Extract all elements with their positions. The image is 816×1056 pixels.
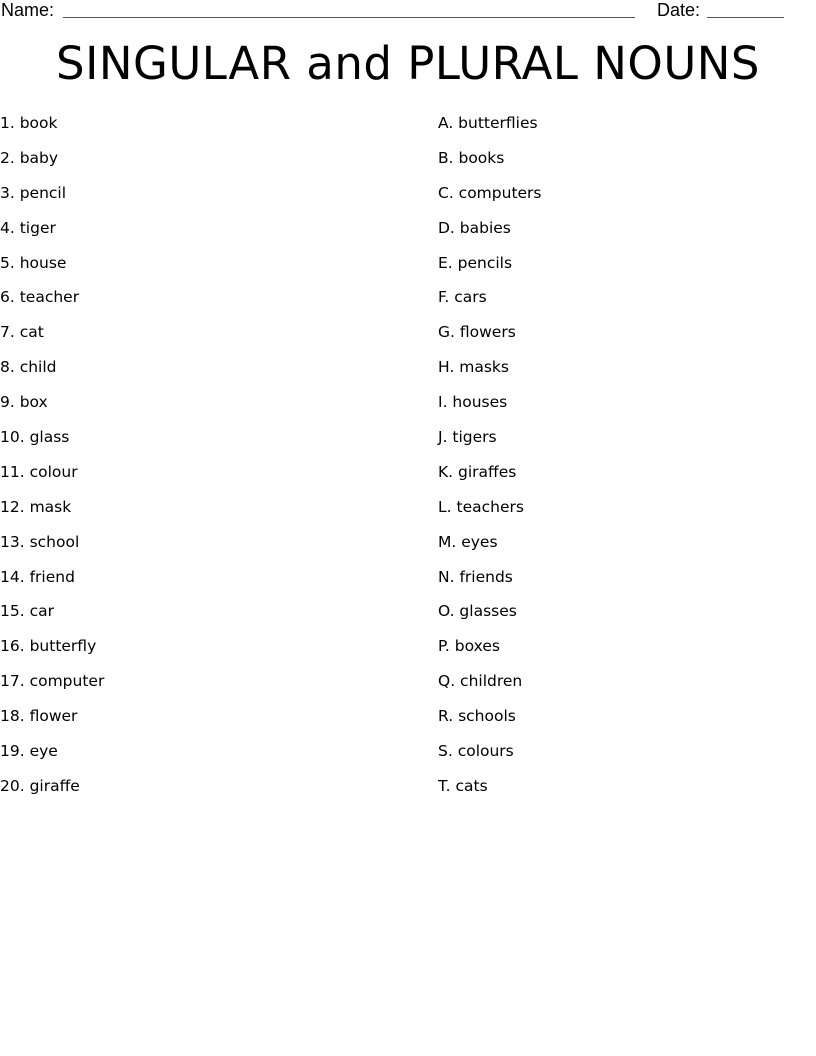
singular-words-list xyxy=(0,112,104,810)
singular-word-item: 11. colour xyxy=(0,462,78,481)
plural-word-item: J. tigers xyxy=(438,428,497,447)
worksheet-title: SINGULAR and PLURAL NOUNS xyxy=(56,37,760,90)
singular-word-item: 9. box xyxy=(0,393,48,412)
plural-words-list xyxy=(438,112,542,810)
plural-word-item: M. eyes xyxy=(438,532,498,551)
plural-word-item: Q. children xyxy=(438,672,523,691)
plural-word-item: L. teachers xyxy=(438,497,524,516)
plural-word-item: E. pencils xyxy=(438,253,513,272)
plural-word-item: F. cars xyxy=(438,288,487,307)
plural-word-item: H. masks xyxy=(438,358,509,377)
singular-word-item: 18. flower xyxy=(0,707,78,726)
date-blank-line[interactable] xyxy=(707,17,784,18)
singular-word-item: 13. school xyxy=(0,532,80,551)
singular-word-item: 1. book xyxy=(0,114,58,132)
date-label: Date: xyxy=(657,0,701,20)
plural-word-item: I. houses xyxy=(438,393,508,412)
singular-word-item: 14. friend xyxy=(0,567,75,586)
name-label: Name: xyxy=(1,0,55,20)
plural-word-item: A. butterflies xyxy=(438,114,538,132)
plural-word-item: S. colours xyxy=(438,742,514,761)
singular-word-item: 15. car xyxy=(0,602,54,621)
plural-word-item: R. schools xyxy=(438,707,516,726)
singular-word-item: 6. teacher xyxy=(0,288,80,307)
singular-word-item: 19. eye xyxy=(0,742,58,761)
singular-word-item: 5. house xyxy=(0,253,67,272)
plural-word-item: O. glasses xyxy=(438,602,517,621)
plural-word-item: B. books xyxy=(438,148,505,167)
plural-word-item: K. giraffes xyxy=(438,462,517,481)
singular-word-item: 12. mask xyxy=(0,497,72,516)
singular-word-item: 17. computer xyxy=(0,672,105,691)
singular-word-item: 7. cat xyxy=(0,323,44,342)
plural-word-item: C. computers xyxy=(438,183,542,202)
plural-word-item: T. cats xyxy=(438,776,488,795)
plural-word-item: N. friends xyxy=(438,567,513,586)
singular-word-item: 2. baby xyxy=(0,148,59,167)
singular-word-item: 4. tiger xyxy=(0,218,56,237)
plural-word-item: P. boxes xyxy=(438,637,500,656)
plural-word-item: G. flowers xyxy=(438,323,516,342)
singular-word-item: 10. glass xyxy=(0,428,70,447)
name-blank-line[interactable] xyxy=(63,17,635,18)
plural-word-item: D. babies xyxy=(438,218,511,237)
singular-word-item: 16. butterfly xyxy=(0,637,97,656)
singular-word-item: 3. pencil xyxy=(0,183,67,202)
worksheet-header xyxy=(0,0,816,22)
singular-word-item: 8. child xyxy=(0,358,57,377)
singular-word-item: 20. giraffe xyxy=(0,776,80,795)
